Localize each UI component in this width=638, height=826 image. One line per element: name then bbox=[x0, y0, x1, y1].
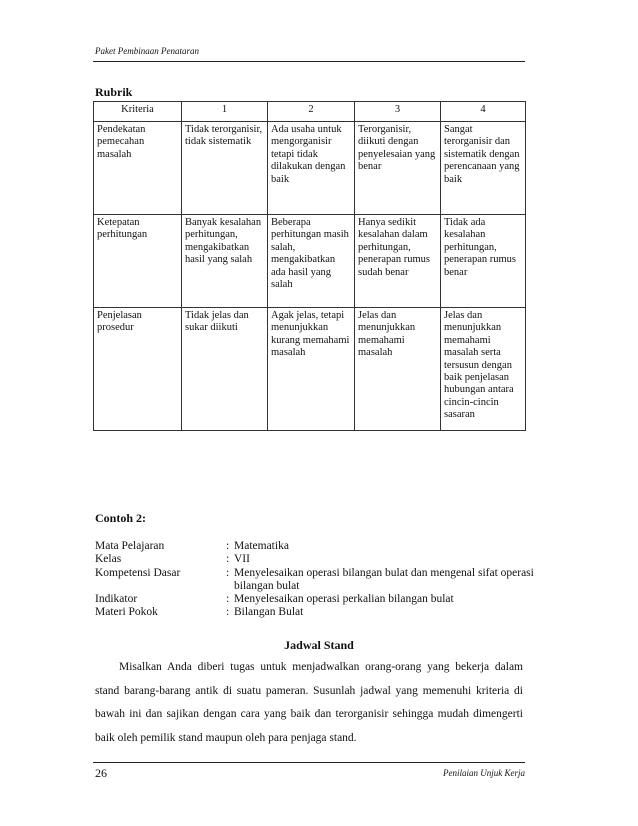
column-header: 4 bbox=[441, 102, 526, 122]
table-cell: Ada usaha untuk mengorganisir tetapi tidak dilakukan dengan baik bbox=[268, 122, 355, 215]
column-header: 3 bbox=[355, 102, 441, 122]
info-row bbox=[95, 567, 534, 594]
info-value: Menyelesaikan operasi perkalian bilangan bulat bbox=[234, 593, 454, 606]
column-header: 1 bbox=[182, 102, 268, 122]
table-row bbox=[94, 215, 526, 308]
info-colon: : bbox=[226, 540, 230, 552]
info-value: Bilangan Bulat bbox=[234, 606, 304, 619]
table-cell: Sangat terorganisir dan sistematik dengan perencanaan yang baik bbox=[441, 122, 526, 215]
running-footer: Penilaian Unjuk Kerja bbox=[443, 768, 525, 778]
info-value: Menyelesaikan operasi bilangan bulat dan mengenal sifat operasi bilangan bulat bbox=[234, 566, 534, 592]
info-row bbox=[95, 553, 534, 566]
table-cell: Hanya sedikit kesalahan dalam perhitungan, penerapan rumus sudah benar bbox=[355, 215, 441, 308]
table-cell: Ketepatan perhitungan bbox=[94, 215, 182, 308]
table-row bbox=[94, 122, 526, 215]
table-cell: Tidak ada kesalahan perhitungan, penerapan rumus benar bbox=[441, 215, 526, 308]
column-header: 2 bbox=[268, 102, 355, 122]
table-cell: Jelas dan menunjukkan memahami masalah bbox=[355, 308, 441, 431]
rubric-table bbox=[93, 101, 526, 431]
info-label: Mata Pelajaran bbox=[95, 540, 165, 552]
column-header: Kriteria bbox=[94, 102, 182, 122]
table-cell: Beberapa perhitungan masih salah, mengakibatkan ada hasil yang salah bbox=[268, 215, 355, 308]
info-row bbox=[95, 606, 534, 619]
info-row bbox=[95, 593, 534, 606]
footer-divider bbox=[93, 762, 525, 763]
running-header: Paket Pembinaan Penataran bbox=[95, 46, 199, 56]
info-label: Kelas bbox=[95, 553, 122, 566]
example-title: Contoh 2: bbox=[95, 511, 147, 525]
task-paragraph: Misalkan Anda diberi tugas untuk menjadwalkan orang-orang yang bekerja dalam stand barang-barang antik di suatu pameran. Susunlah jadwal yang memenuhi kriteria di bawah ini dan sajikan dengan cara yang baik dan terorganisir sehingga mudah dimengerti baik oleh pemilik stand maupun oleh para penjaga stand. bbox=[95, 661, 523, 744]
page-number: 26 bbox=[95, 766, 107, 780]
info-value: Matematika bbox=[234, 540, 289, 552]
example-info-list bbox=[95, 540, 534, 620]
table-cell: Terorganisir, diikuti dengan penyelesaian yang benar bbox=[355, 122, 441, 215]
task-title: Jadwal Stand bbox=[284, 638, 354, 652]
table-header-row bbox=[94, 102, 526, 122]
info-colon: : bbox=[226, 553, 230, 566]
table-cell: Jelas dan menunjukkan memahami masalah serta tersusun dengan baik penjelasan hubungan antara cincin-cincin sasaran bbox=[441, 308, 526, 431]
table-cell: Pendekatan pemecahan masalah bbox=[94, 122, 182, 215]
table-cell: Agak jelas, tetapi menunjukkan kurang memahami masalah bbox=[268, 308, 355, 431]
info-colon: : bbox=[226, 606, 230, 619]
info-row bbox=[95, 540, 534, 553]
info-value: VII bbox=[234, 553, 250, 566]
info-colon: : bbox=[226, 593, 230, 606]
table-cell: Tidak jelas dan sukar diikuti bbox=[182, 308, 268, 431]
info-label: Kompetensi Dasar bbox=[95, 566, 181, 579]
table-cell: Tidak terorganisir, tidak sistematik bbox=[182, 122, 268, 215]
info-label: Materi Pokok bbox=[95, 606, 158, 619]
table-row bbox=[94, 308, 526, 431]
info-label: Indikator bbox=[95, 593, 138, 606]
rubric-title: Rubrik bbox=[95, 85, 133, 99]
table-cell: Penjelasan prosedur bbox=[94, 308, 182, 431]
table-cell: Banyak kesalahan perhitungan, mengakibatkan hasil yang salah bbox=[182, 215, 268, 308]
info-colon: : bbox=[226, 566, 230, 579]
header-divider bbox=[93, 61, 525, 62]
